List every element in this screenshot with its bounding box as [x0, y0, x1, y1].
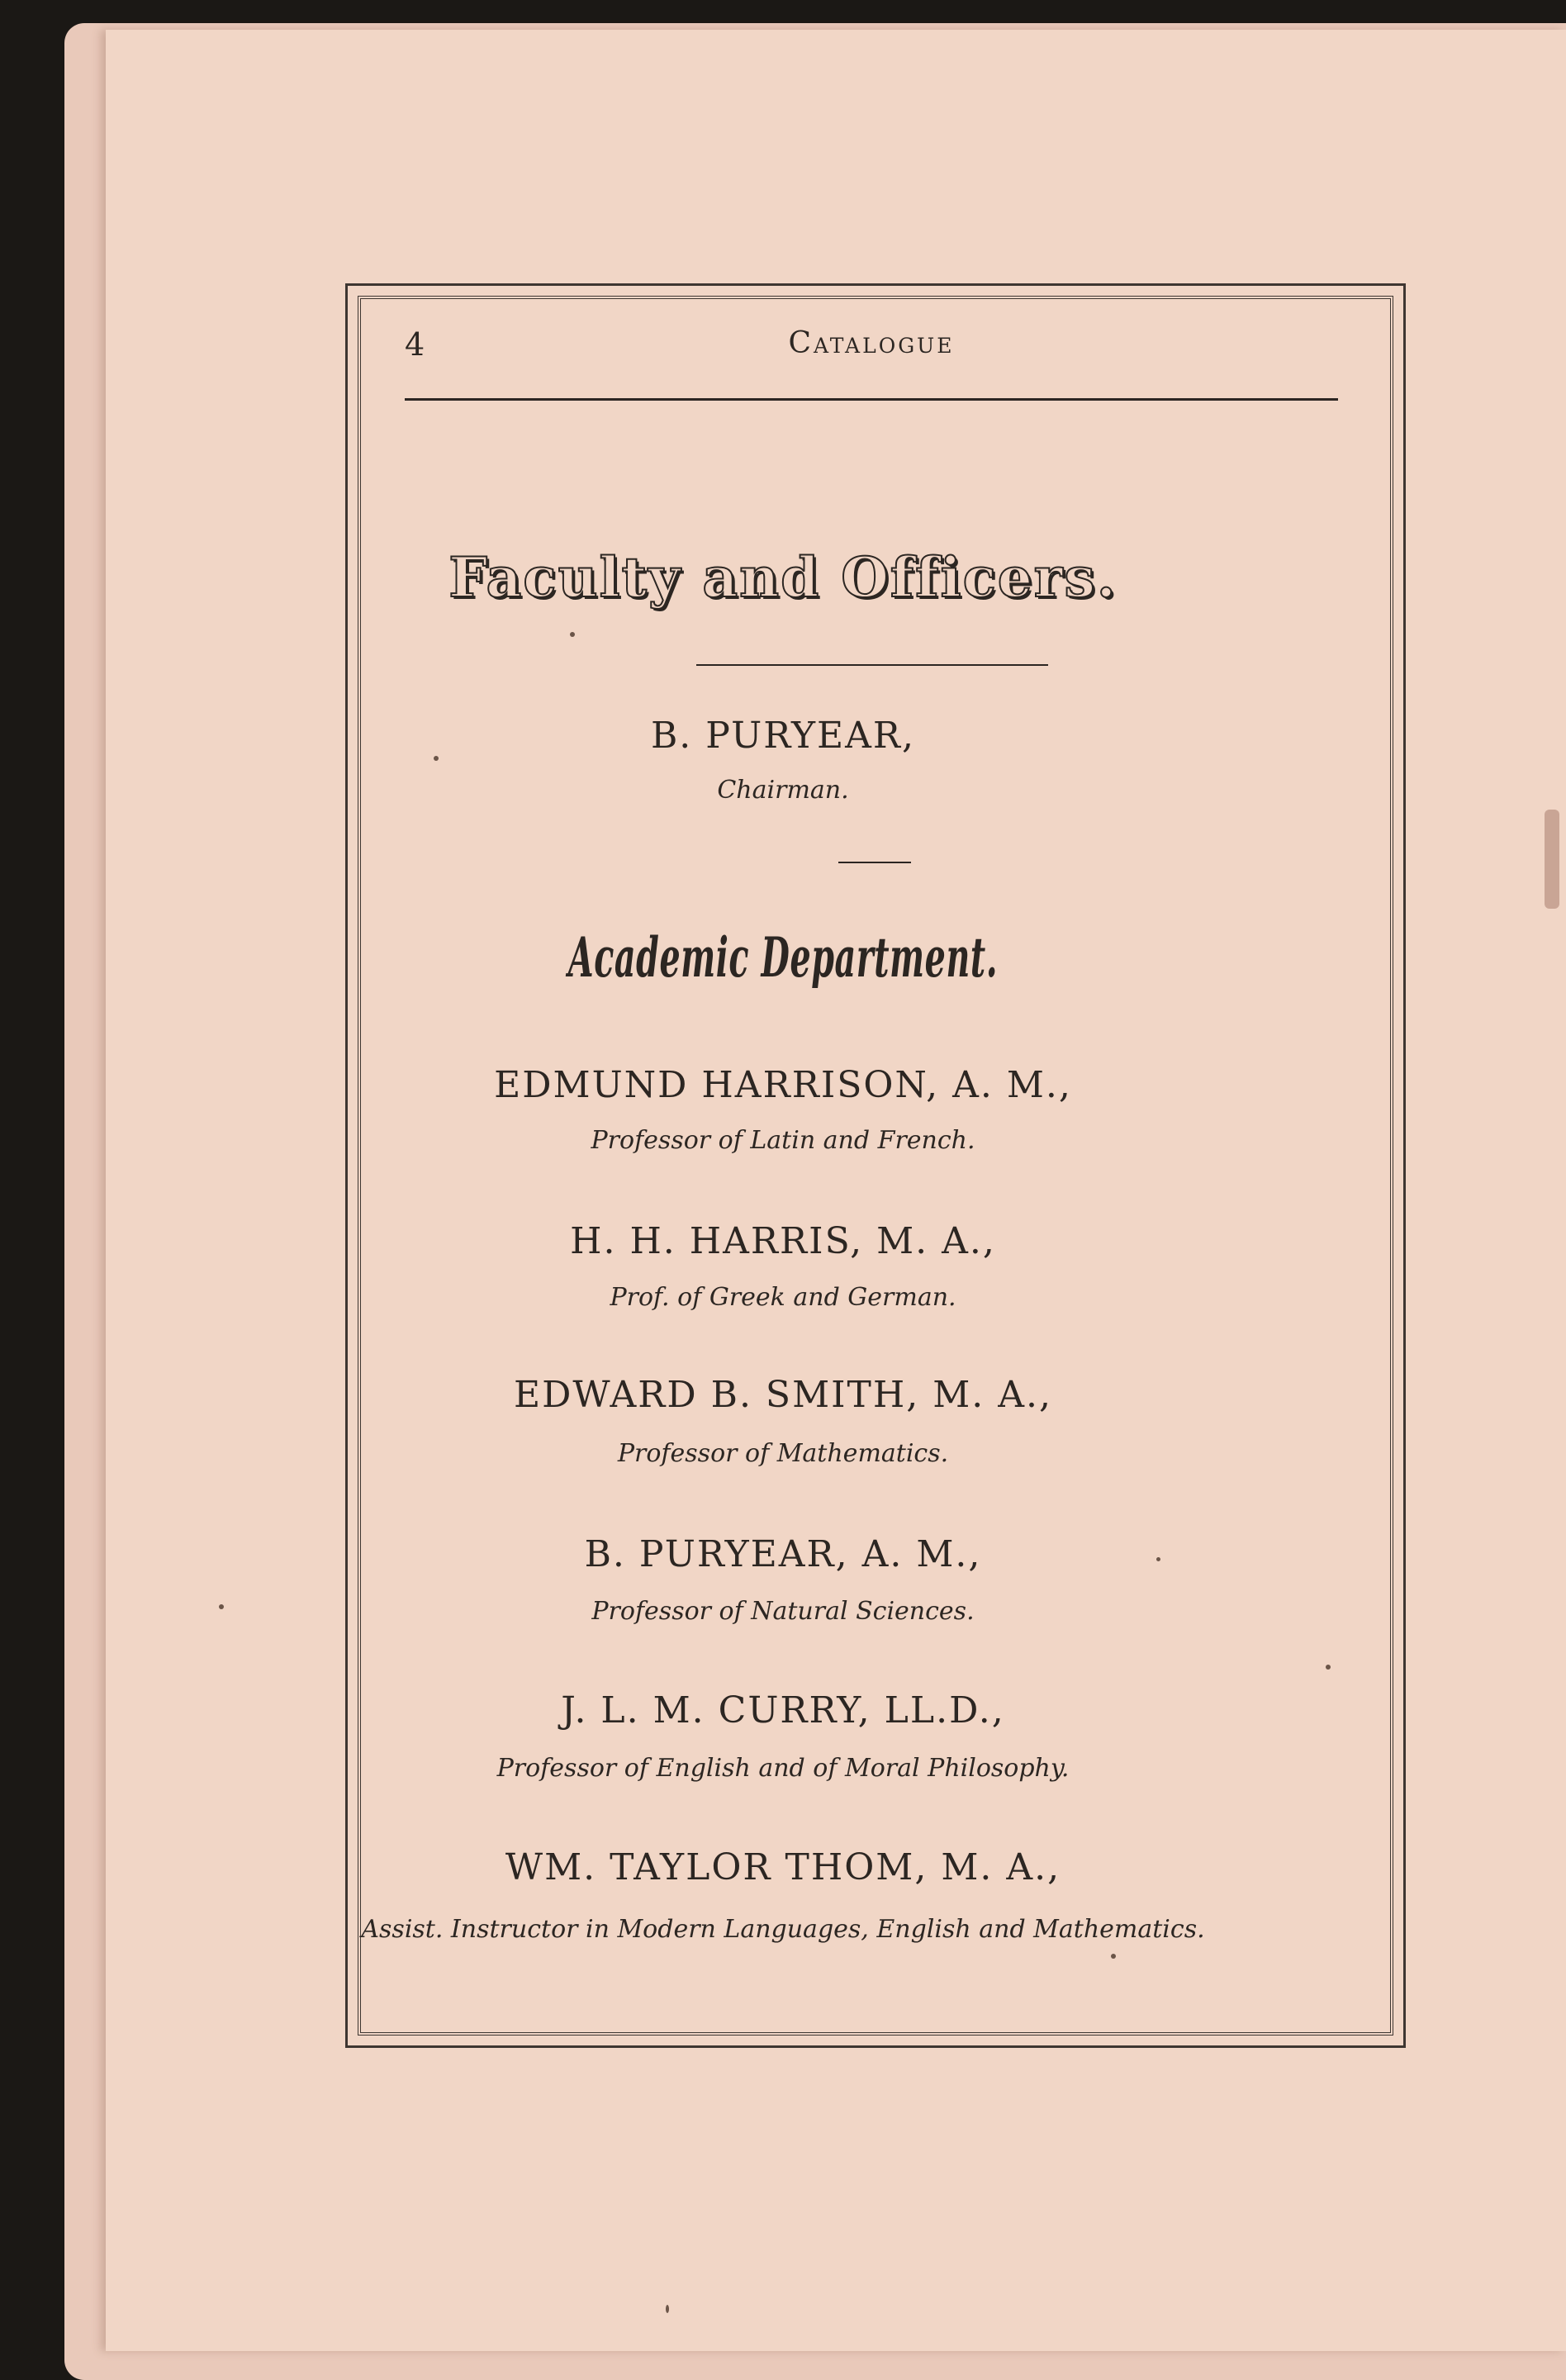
department-heading: Academic Department.: [567, 925, 999, 990]
title-rule: [696, 664, 1048, 666]
page-title: Faculty and Officers.: [448, 545, 1118, 610]
faculty-name: H. H. HARRIS, M. A.,: [570, 1220, 996, 1262]
faculty-title: Assist. Instructor in Modern Languages, English and Mathematics.: [361, 1915, 1205, 1944]
faculty-title: Professor of Latin and French.: [591, 1126, 975, 1155]
faculty-title: Prof. of Greek and German.: [610, 1283, 956, 1312]
faculty-title: Professor of Mathematics.: [617, 1439, 949, 1468]
faculty-name: EDMUND HARRISON, A. M.,: [494, 1064, 1072, 1106]
faculty-title: Professor of English and of Moral Philosophy.: [496, 1754, 1070, 1783]
faculty-name: J. L. M. CURRY, LL.D.,: [561, 1689, 1005, 1732]
header-rule: [405, 398, 1338, 401]
faculty-title: Professor of Natural Sciences.: [591, 1597, 975, 1626]
faculty-name: B. PURYEAR, A. M.,: [584, 1533, 982, 1575]
page-header: [405, 326, 1338, 376]
chairman-name: B. PURYEAR,: [650, 715, 916, 757]
chairman-role: Chairman.: [717, 776, 849, 805]
page-number: 4: [405, 326, 425, 363]
section-rule: [838, 862, 911, 863]
running-head: Catalogue: [788, 326, 955, 360]
faculty-name: EDWARD B. SMITH, M. A.,: [514, 1374, 1052, 1416]
faculty-name: WM. TAYLOR THOM, M. A.,: [505, 1846, 1061, 1888]
facing-page-edge: [1545, 810, 1559, 909]
